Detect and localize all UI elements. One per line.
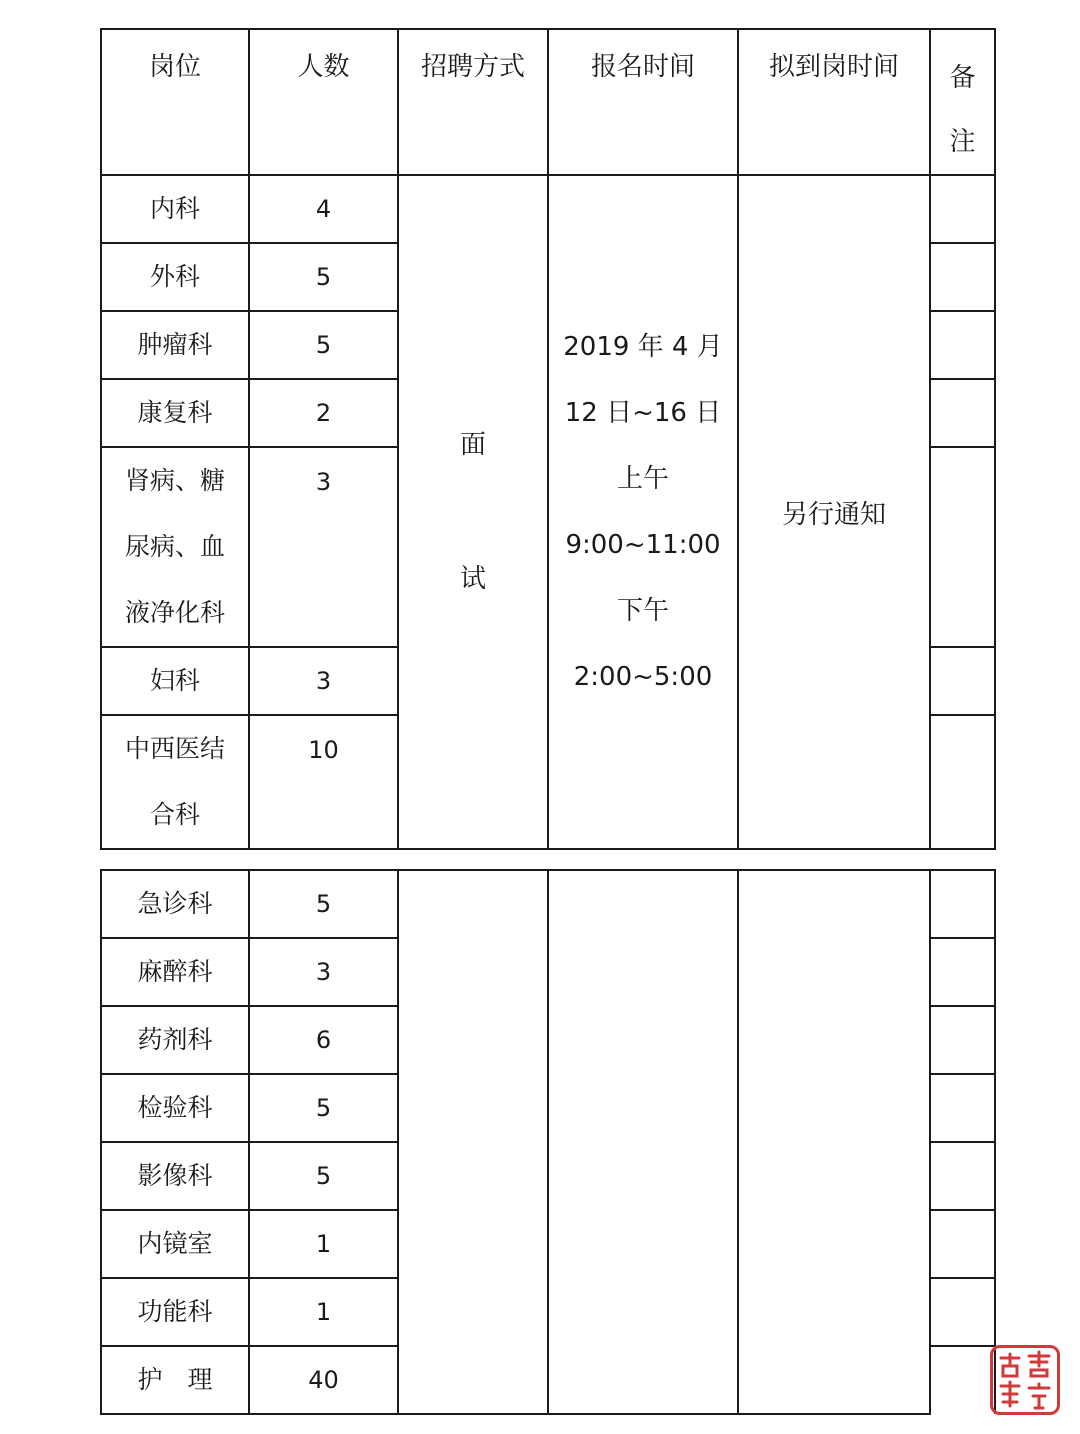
remark-cell — [930, 447, 995, 647]
count-cell: 3 — [249, 938, 398, 1006]
remark-cell — [930, 311, 995, 379]
post-cell: 护 理 — [101, 1346, 249, 1414]
signup-line: 9:00~11:00 — [565, 530, 721, 560]
post-cell: 外科 — [101, 243, 249, 311]
remark-cell — [930, 870, 995, 938]
watermark-seal-logo — [990, 1345, 1060, 1415]
seal-glyph-icon — [993, 1348, 1057, 1412]
post-cell: 麻醉科 — [101, 938, 249, 1006]
count-cell: 10 — [249, 715, 398, 849]
count-cell: 40 — [249, 1346, 398, 1414]
remark-cell — [930, 647, 995, 715]
arrive-time-cell — [738, 870, 930, 1414]
post-cell: 康复科 — [101, 379, 249, 447]
count-cell: 5 — [249, 870, 398, 938]
count-cell: 5 — [249, 1142, 398, 1210]
remark-cell — [930, 1210, 995, 1278]
header-remark-char-1: 备 — [949, 63, 976, 93]
count-cell: 5 — [249, 243, 398, 311]
post-line: 液净化科 — [124, 598, 225, 627]
count-cell: 6 — [249, 1006, 398, 1074]
signup-line: 上午 — [616, 464, 669, 494]
method-char-1: 面 — [459, 430, 486, 460]
post-cell: 药剂科 — [101, 1006, 249, 1074]
post-line: 中西医结 — [124, 734, 225, 763]
post-line: 肾病、糖 — [124, 466, 225, 495]
header-remark — [930, 29, 995, 175]
post-cell: 内科 — [101, 175, 249, 243]
post-cell: 内镜室 — [101, 1210, 249, 1278]
header-post: 岗位 — [101, 29, 249, 175]
count-cell: 5 — [249, 1074, 398, 1142]
header-remark-char-2: 注 — [949, 127, 976, 157]
method-cell — [398, 175, 548, 849]
signup-line: 12 日~16 日 — [564, 398, 722, 428]
count-cell: 1 — [249, 1210, 398, 1278]
post-cell: 功能科 — [101, 1278, 249, 1346]
post-cell: 急诊科 — [101, 870, 249, 938]
remark-cell — [930, 1074, 995, 1142]
header-row — [101, 29, 995, 175]
header-count: 人数 — [249, 29, 398, 175]
table-row — [101, 870, 995, 938]
post-cell-multiline — [101, 715, 249, 849]
header-signup-time: 报名时间 — [548, 29, 738, 175]
header-arrive-time: 拟到岗时间 — [738, 29, 930, 175]
post-cell: 妇科 — [101, 647, 249, 715]
recruitment-table-1 — [100, 28, 996, 850]
remark-cell — [930, 938, 995, 1006]
signup-line: 2019 年 4 月 — [563, 332, 723, 362]
post-cell-multiline — [101, 447, 249, 647]
arrive-time-cell: 另行通知 — [738, 175, 930, 849]
count-cell: 3 — [249, 647, 398, 715]
table-row — [101, 175, 995, 243]
count-cell: 4 — [249, 175, 398, 243]
signup-line: 2:00~5:00 — [573, 662, 713, 692]
count-cell: 5 — [249, 311, 398, 379]
signup-time-cell — [548, 175, 738, 849]
signup-line: 下午 — [616, 596, 669, 626]
post-cell: 肿瘤科 — [101, 311, 249, 379]
post-cell: 影像科 — [101, 1142, 249, 1210]
post-line: 合科 — [149, 800, 200, 829]
count-cell: 2 — [249, 379, 398, 447]
remark-cell — [930, 175, 995, 243]
remark-cell — [930, 1278, 995, 1346]
remark-cell — [930, 715, 995, 849]
remark-cell — [930, 1142, 995, 1210]
count-cell: 1 — [249, 1278, 398, 1346]
post-cell: 检验科 — [101, 1074, 249, 1142]
signup-time-cell — [548, 870, 738, 1414]
remark-cell — [930, 379, 995, 447]
remark-cell — [930, 243, 995, 311]
count-cell: 3 — [249, 447, 398, 647]
method-cell — [398, 870, 548, 1414]
remark-cell — [930, 1346, 995, 1414]
recruitment-table-2 — [100, 869, 996, 1415]
post-line: 尿病、血 — [124, 532, 225, 561]
method-char-2: 试 — [459, 564, 486, 594]
remark-cell — [930, 1006, 995, 1074]
header-method: 招聘方式 — [398, 29, 548, 175]
